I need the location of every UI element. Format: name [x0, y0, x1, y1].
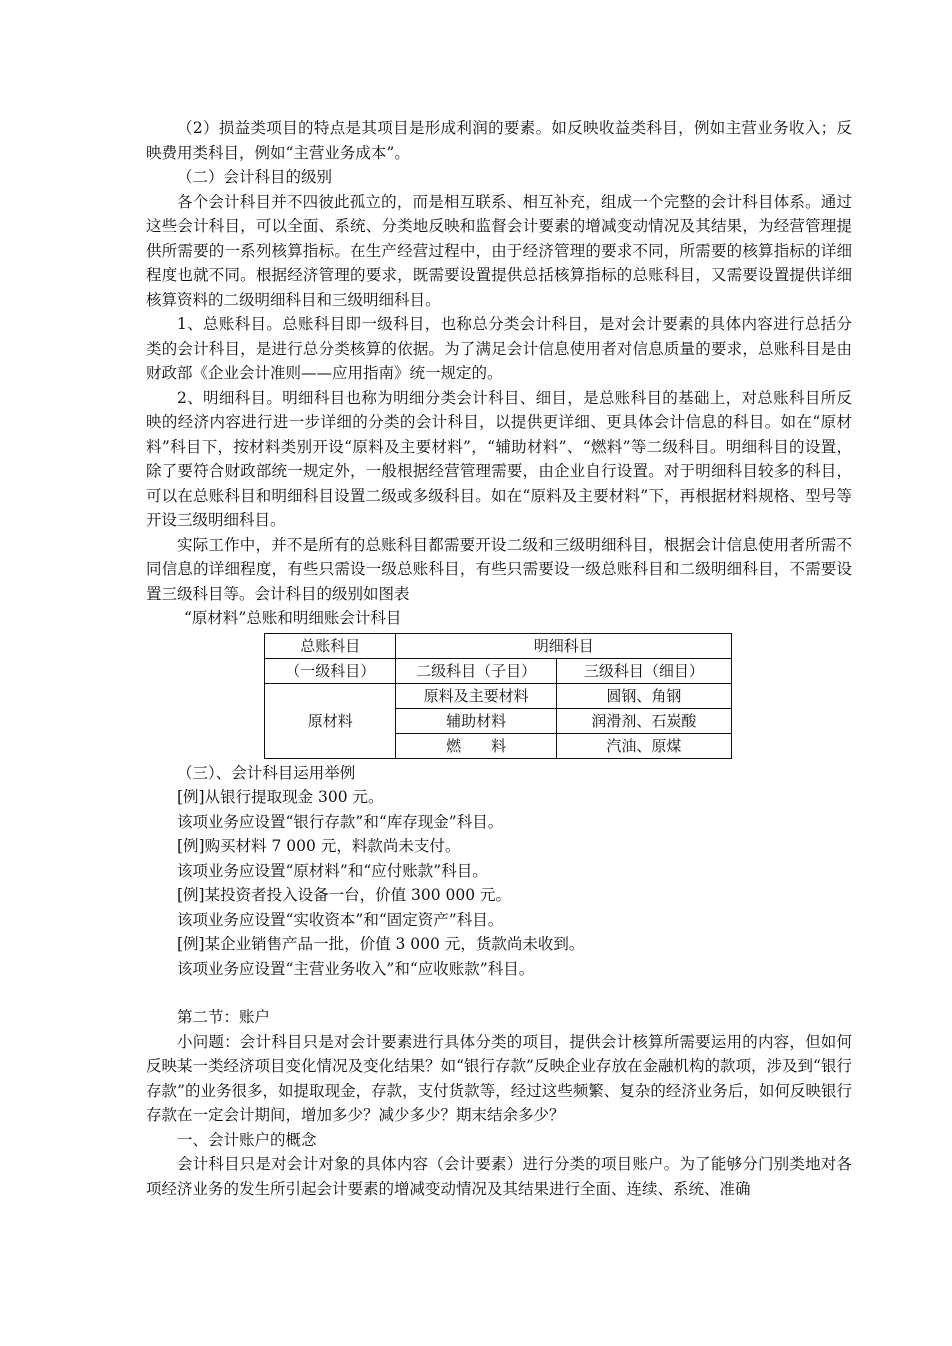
example-line: 该项业务应设置“银行存款”和“库存现金”科目。 [177, 812, 504, 831]
document-page [146, 116, 852, 1201]
example-line: [例]从银行提取现金 300 元。 [177, 788, 384, 806]
table-caption: “原材料”总账和明细账会计科目 [184, 609, 402, 627]
example-line: [例]某投资者投入设备一台，价值 300 000 元。 [177, 886, 512, 904]
header-third-level: 三级科目（细目） [556, 658, 731, 683]
paragraph-practice: 实际工作中，并不是所有的总账科目都需要开设二级和三级明细科目，根据会计信息使用者所需不同信息的详细程度，有些只需设一级总账科目，有些只需要设一级总账科目和二级明细科目，不需要设置三级科目等。会计科目的级别如图表 [146, 535, 852, 603]
example-line: 该项业务应设置“实收资本”和“固定资产”科目。 [177, 910, 504, 929]
cell-second-level: 辅助材料 [396, 708, 556, 733]
heading-examples: （三）、会计科目运用举例 [177, 763, 356, 782]
heading-account-levels: （二）会计科目的级别 [177, 168, 333, 186]
paragraph-general-ledger: 1、总账科目。总账科目即一级科目，也称总分类会计科目，是对会计要素的具体内容进行总括分类的会计科目，是进行总分类核算的依据。为了满足会计信息使用者对信息质量的要求，总账科目是由财政部《企业会计准则——应用指南》统一规定的。 [146, 315, 852, 382]
cell-second-level: 原料及主要材料 [396, 683, 556, 708]
cell-third-level: 润滑剂、石炭酸 [556, 708, 731, 733]
spacer [146, 981, 852, 1005]
example-line: [例]购买材料 7 000 元，料款尚未支付。 [177, 837, 461, 855]
paragraph-account-concept: 会计科目只是对会计对象的具体内容（会计要素）进行分类的项目账户。为了能够分门别类地对各项经济业务的发生所引起会计要素的增减变动情况及其结果进行全面、连续、系统、准确 [146, 1155, 852, 1198]
example-line: 该项业务应设置“主营业务收入”和“应收账款”科目。 [177, 959, 535, 978]
header-general-account: 总账科目 [265, 633, 396, 658]
cell-second-level: 燃 料 [396, 733, 556, 758]
example-line: [例]某企业销售产品一批，价值 3 000 元，货款尚未收到。 [177, 935, 585, 953]
section-title: 第二节：账户 [177, 1008, 271, 1026]
cell-third-level: 圆钢、角钢 [556, 683, 731, 708]
header-second-level: 二级科目（子目） [396, 658, 556, 683]
account-level-table [264, 633, 732, 759]
paragraph-account-system: 各个会计科目并不四彼此孤立的，而是相互联系、相互补充，组成一个完整的会计科目体系。通过这些会计科目，可以全面、系统、分类地反映和监督会计要素的增减变动情况及其结果，为经营管理提供所需要的一系列核算指标。在生产经营过程中，由于经济管理的要求不同，所需要的核算指标的详细程度也就不同。根据经济管理的要求，既需要设置提供总括核算指标的总账科目，又需要设置提供详细核算资料的二级明细科目和三级明细科目。 [146, 192, 852, 309]
cell-general-account: 原材料 [265, 683, 396, 758]
table-row [265, 683, 732, 708]
example-line: 该项业务应设置“原材料”和“应付账款”科目。 [177, 861, 488, 880]
paragraph-question: 小问题：会计科目只是对会计要素进行具体分类的项目，提供会计核算所需要运用的内容，但如何反映某一类经济项目变化情况及变化结果？如“银行存款”反映企业存放在金融机构的款项，涉及到“银行存款”的业务很多，如提取现金，存款，支付货款等，经过这些频繁、复杂的经济业务后，如何反映银行存款在一定会计期间，增加多少？减少多少？期末结余多少？ [146, 1032, 852, 1124]
cell-third-level: 汽油、原煤 [556, 733, 731, 758]
header-first-level: （一级科目） [265, 658, 396, 683]
heading-account-concept: 一、会计账户的概念 [177, 1130, 317, 1149]
paragraph-detail-accounts: 2、明细科目。明细科目也称为明细分类会计科目、细目，是总账科目的基础上，对总账科目所反映的经济内容进行进一步详细的分类的会计科目，以提供更详细、更具体会计信息的科目。如在“原材料”科目下，按材料类别开设“原料及主要材料”，“辅助材料”、“燃料”等二级科目。明细科目的设置，除了要符合财政部统一规定外，一般根据经营管理需要，由企业自行设置。对于明细科目较多的科目，可以在总账科目和明细科目设置二级或多级科目。如在“原料及主要材料”下，再根据材料规格、型号等开设三级明细科目。 [146, 388, 852, 529]
header-detail-account: 明细科目 [396, 633, 732, 658]
paragraph-profit-loss: （2）损益类项目的特点是其项目是形成利润的要素。如反映收益类科目，例如主营业务收入；反映费用类科目，例如“主营业务成本”。 [146, 119, 852, 162]
